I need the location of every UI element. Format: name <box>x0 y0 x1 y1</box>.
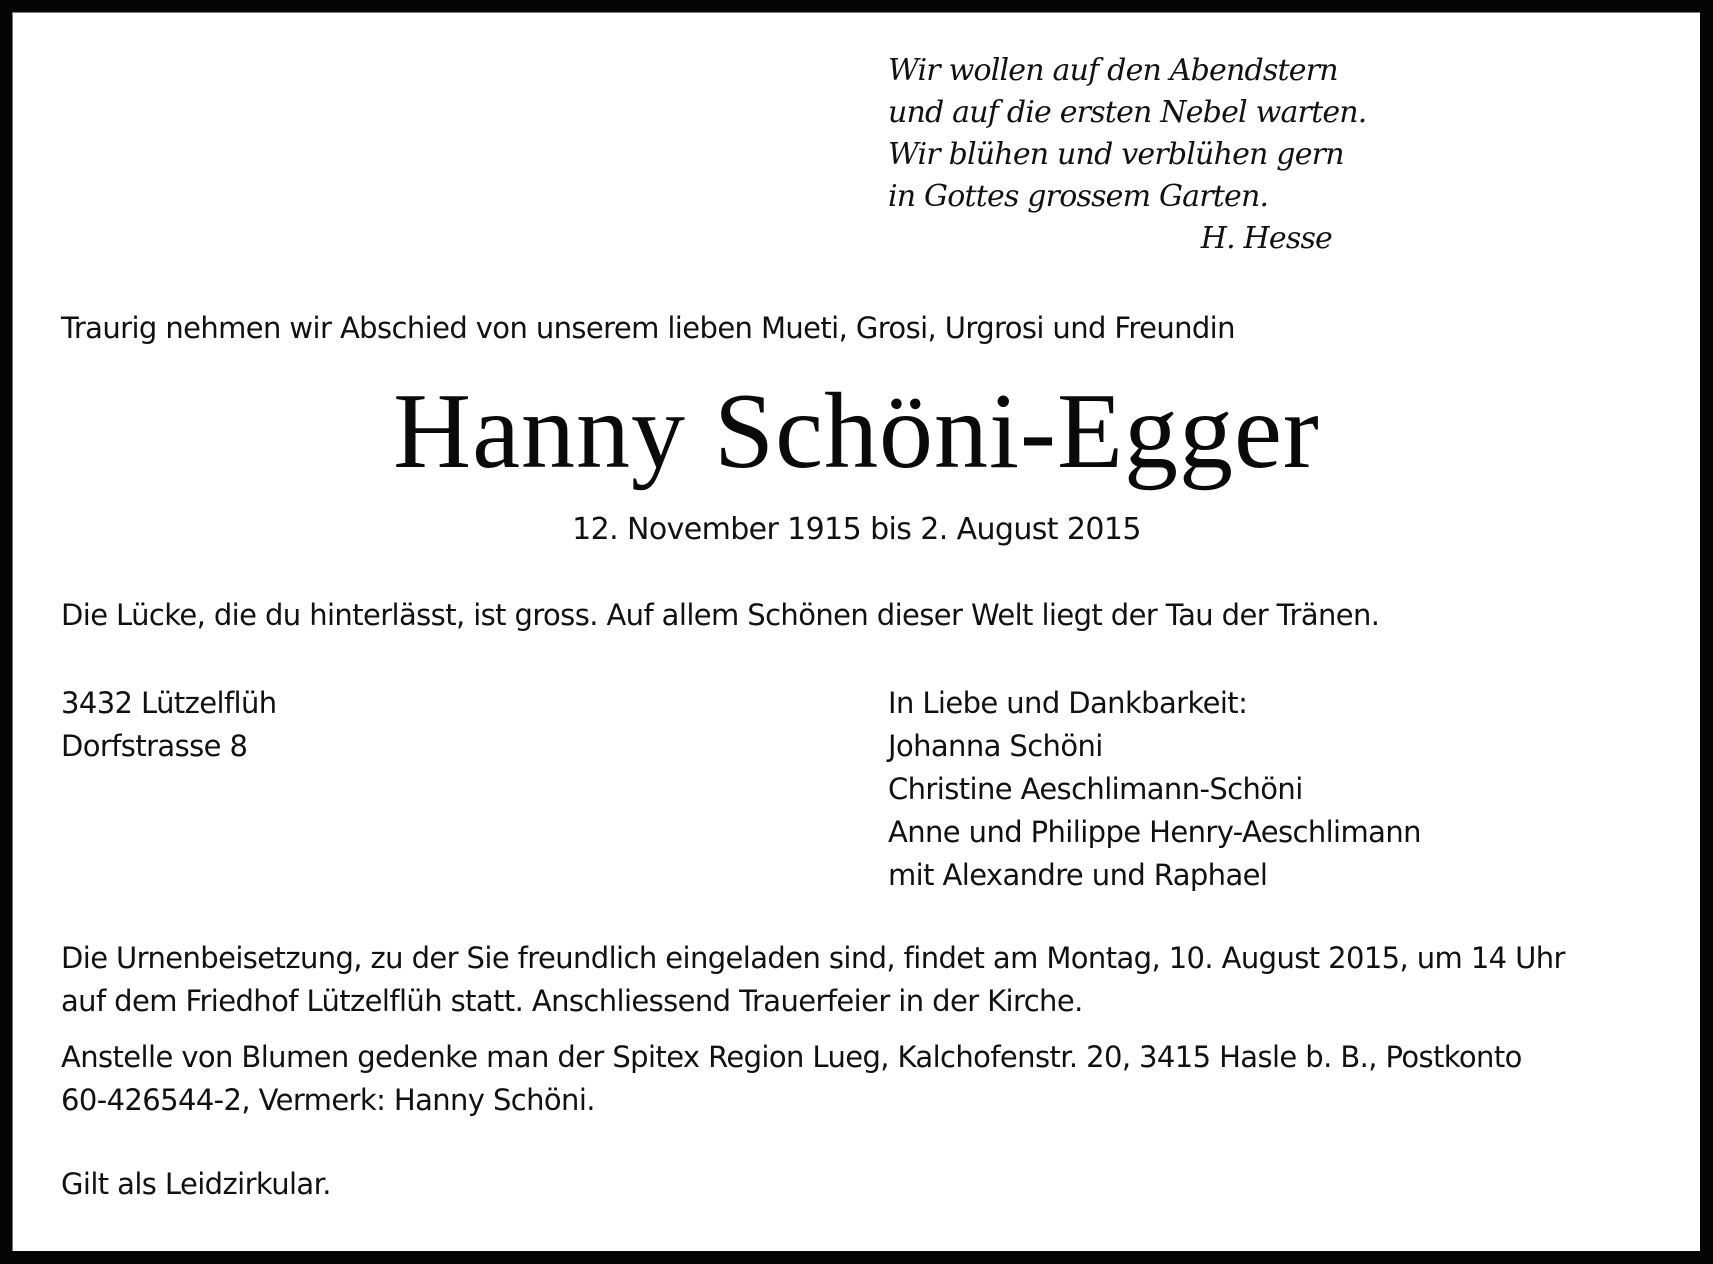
address-street: Dorfstrasse 8 <box>61 729 248 763</box>
funeral-info <box>61 937 1565 1023</box>
funeral-info-line: auf dem Friedhof Lützelflüh statt. Anschliessend Trauerfeier in der Kirche. <box>61 984 1083 1018</box>
address-block <box>61 682 277 768</box>
mourner-name: Christine Aeschlimann-Schöni <box>888 772 1303 806</box>
address-city: 3432 Lützelflüh <box>61 686 277 720</box>
poem-quote <box>888 50 1367 260</box>
deceased-name: Hanny Schöni-Egger <box>393 372 1320 491</box>
quote-line: in Gottes grossem Garten. <box>888 179 1269 214</box>
intro-text: Traurig nehmen wir Abschied von unserem lieben Mueti, Grosi, Urgrosi und Freundin <box>61 311 1235 345</box>
mourner-name: Anne und Philippe Henry-Aeschlimann <box>888 815 1421 849</box>
closing-note: Gilt als Leidzirkular. <box>61 1167 331 1201</box>
mourner-name: Johanna Schöni <box>888 729 1103 763</box>
donation-info-line: 60-426544-2, Vermerk: Hanny Schöni. <box>61 1083 595 1117</box>
donation-info <box>61 1036 1522 1122</box>
life-dates: 12. November 1915 bis 2. August 2015 <box>572 512 1141 547</box>
mourner-name: mit Alexandre und Raphael <box>888 858 1268 892</box>
quote-author: H. Hesse <box>1200 221 1332 256</box>
donation-info-line: Anstelle von Blumen gedenke man der Spitex Region Lueg, Kalchofenstr. 20, 3415 Hasle b. B., Postkonto <box>61 1040 1522 1074</box>
quote-line: Wir wollen auf den Abendstern <box>888 53 1338 88</box>
quote-line: Wir blühen und verblühen gern <box>888 137 1344 172</box>
mourners-heading: In Liebe und Dankbarkeit: <box>888 686 1248 720</box>
epitaph-text: Die Lücke, die du hinterlässt, ist gross. Auf allem Schönen dieser Welt liegt der Tau der Tränen. <box>61 598 1380 632</box>
funeral-info-line: Die Urnenbeisetzung, zu der Sie freundlich eingeladen sind, findet am Montag, 10. August 2015, um 14 Uhr <box>61 941 1565 975</box>
quote-line: und auf die ersten Nebel warten. <box>888 95 1367 130</box>
mourners-block <box>888 682 1421 897</box>
